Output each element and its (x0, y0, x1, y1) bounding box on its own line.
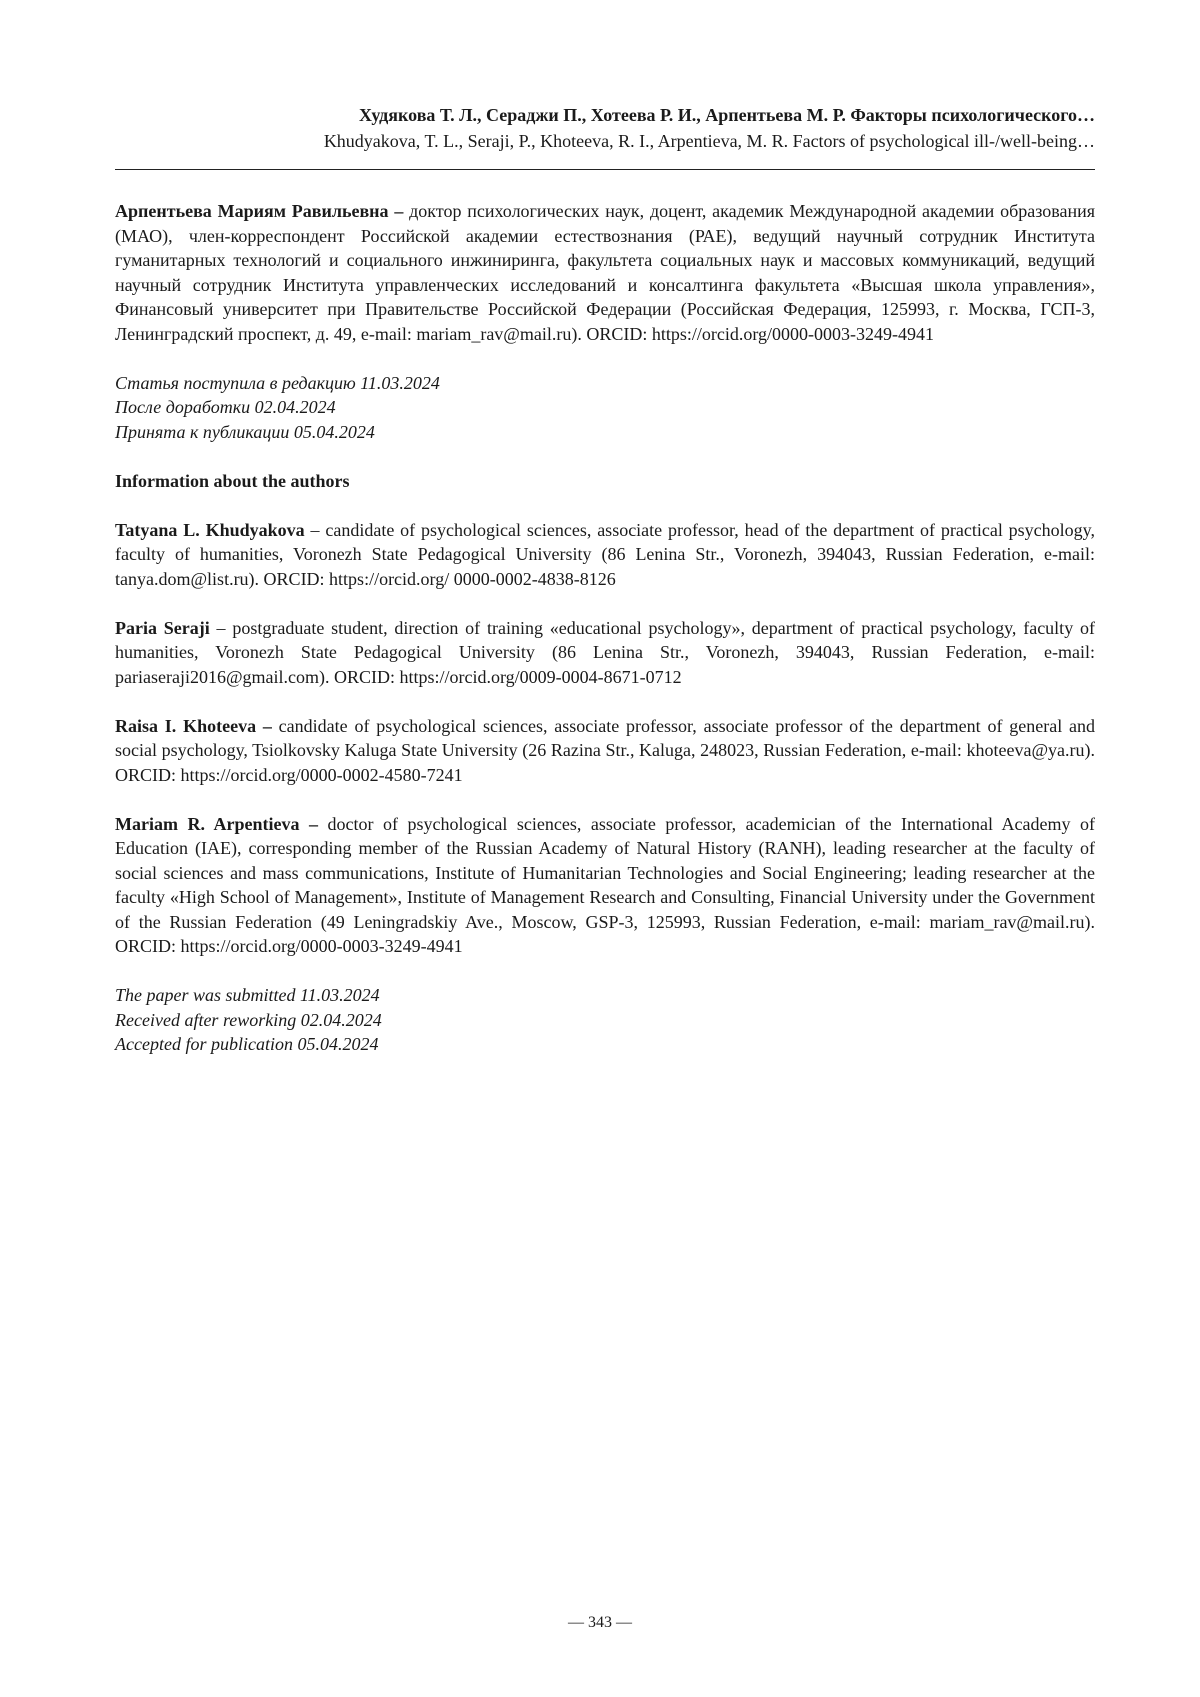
en-date-revised: Received after reworking 02.04.2024 (115, 1009, 382, 1030)
author-text: – candidate of psychological sciences, associate professor, head of the department of practical psychology, faculty of humanities, Voronezh State Pedagogical University (86 Lenina Str., Voronezh, 394043, Russian Federation, e-mail: tanya.dom@list.ru). ORCID: https://orcid.org/ 0000-0002-4838-8126 (115, 519, 1095, 589)
author-text: doctor of psychological sciences, associate professor, academician of the International Academy of Education (IAE), corresponding member of the Russian Academy of Natural History (RANH), leading researcher at the faculty of social sciences and mass communications, Institute of Humanitarian Technologies and Social Engineering; leading researcher at the faculty «High School of Management», Institute of Management Research and Consulting, Financial University under the Government of the Russian Federation (49 Leningradskiy Ave., Moscow, GSP-3, 125993, Russian Federation, e-mail: mariam_rav@mail.ru). ORCID: https://orcid.org/0000-0003-3249-4941 (115, 813, 1095, 956)
author-name: Tatyana L. Khudyakova (115, 519, 305, 540)
ru-author-text: доктор психологических наук, доцент, академик Международной академии образования (МАО), член-корреспондент Российской академии естествознания (РАЕ), ведущий научный сотрудник Института гуманитарных технологий и социального инжиниринга, факультета социальных наук и массовых коммуникаций, ведущий научный сотрудник Института управленческих исследований и консалтинга факультета «Высшая школа управления», Финансовый университет при Правительстве Российской Федерации (Российская Федерация, 125993, г. Москва, ГСП-3, Ленинградский проспект, д. 49, e-mail: mariam_rav@mail.ru). ORCID: https://orcid.org/0000-0003-3249-4941 (115, 201, 1096, 344)
ru-date-accepted: Принята к публикации 05.04.2024 (115, 421, 375, 442)
author-entry (115, 714, 1095, 788)
author-entry (115, 812, 1095, 959)
page-number: — 343 — (568, 1614, 632, 1631)
ru-date-submitted: Статья поступила в редакцию 11.03.2024 (115, 372, 440, 393)
article-content (115, 199, 1095, 1081)
author-text: – postgraduate student, direction of training «educational psychology», department of practical psychology, faculty of humanities, Voronezh State Pedagogical University (86 Lenina Str., Voronezh, 394043, Russian Federation, e-mail: pariaseraji2016@gmail.com). ORCID: https://orcid.org/0009-0004-8671-0712 (115, 617, 1095, 687)
author-entry (115, 616, 1095, 690)
running-header (115, 102, 1095, 154)
en-date-submitted: The paper was submitted 11.03.2024 (115, 985, 380, 1005)
header-divider (115, 169, 1095, 170)
author-name: Mariam R. Arpentieva – (115, 813, 318, 834)
authors-section-title: Information about the authors (115, 470, 350, 491)
author-entry (115, 518, 1095, 592)
ru-author-entry (115, 199, 1095, 346)
running-header-ru: Худякова Т. Л., Сераджи П., Хотеева Р. И., Арпентьева М. Р. Факторы психологического… (359, 105, 1095, 125)
author-name: Raisa I. Khoteeva – (115, 715, 272, 736)
en-date-accepted: Accepted for publication 05.04.2024 (115, 1034, 379, 1054)
ru-author-name: Арпентьева Мариям Равильевна – (115, 201, 404, 221)
en-article-dates (115, 983, 1095, 1057)
author-text: candidate of psychological sciences, associate professor, associate professor of the department of general and social psychology, Tsiolkovsky Kaluga State University (26 Razina Str., Kaluga, 248023, Russian Federation, e-mail: khoteeva@ya.ru). ORCID: https://orcid.org/0000-0002-4580-7241 (115, 715, 1095, 785)
running-header-en: Khudyakova, T. L., Seraji, P., Khoteeva, R. I., Arpentieva, M. R. Factors of psychological ill-/well-being… (323, 131, 1095, 151)
author-name: Paria Seraji (115, 617, 210, 638)
ru-date-revised: После доработки 02.04.2024 (115, 397, 336, 417)
ru-article-dates (115, 371, 1095, 445)
